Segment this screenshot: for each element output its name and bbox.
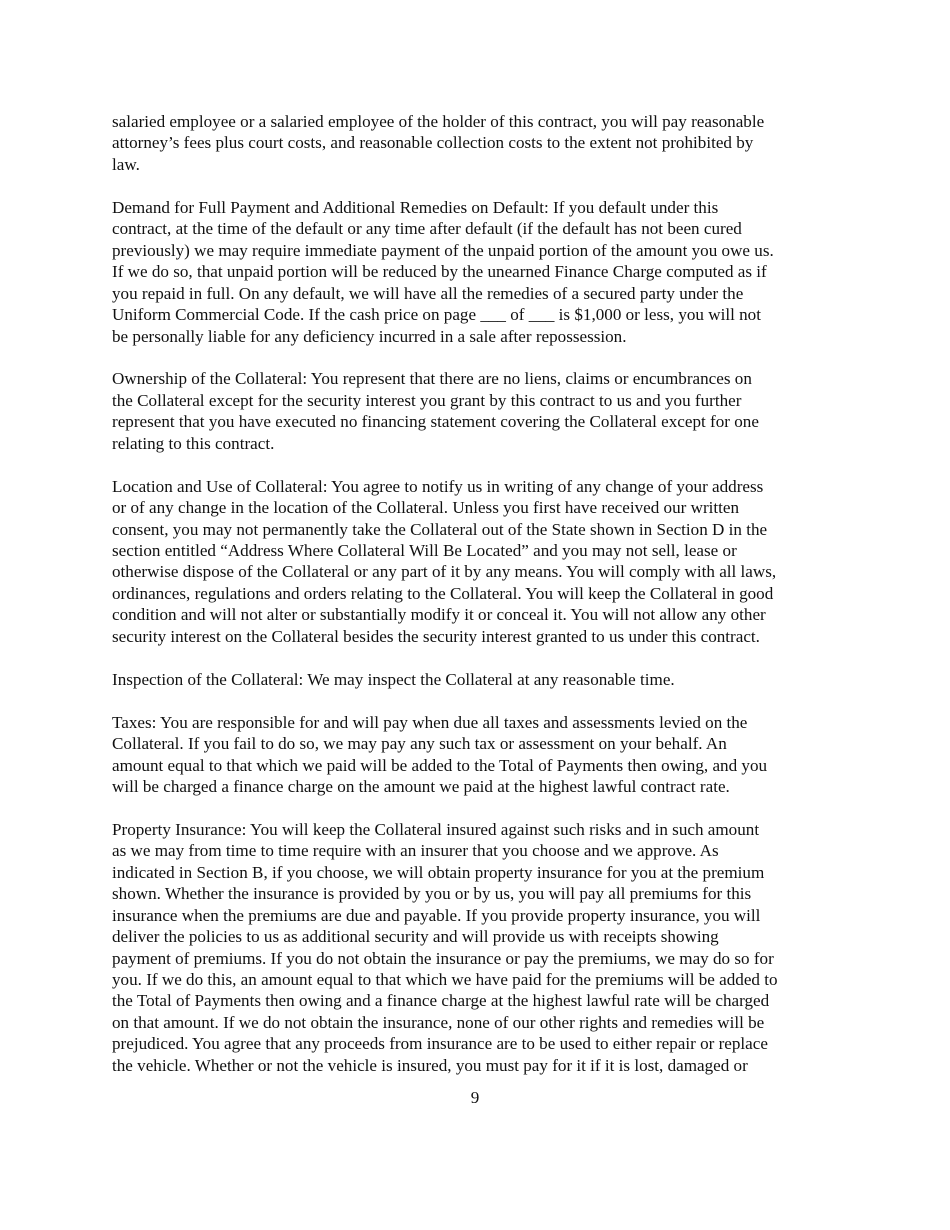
- paragraph-line: payment of premiums. If you do not obtain the insurance or pay the premiums, we may do so for: [112, 948, 774, 968]
- paragraph-line: section entitled “Address Where Collateral Will Be Located” and you may not sell, lease or: [112, 541, 737, 561]
- paragraph-property-insurance: [112, 819, 844, 1076]
- paragraph-line: contract, at the time of the default or any time after default (if the default has not been cured: [112, 219, 742, 239]
- paragraph-line: the Collateral except for the security interest you grant by this contract to us and you further: [112, 390, 742, 410]
- paragraph-attorney-fees-continuation: [112, 111, 844, 175]
- paragraph-line: on that amount. If we do not obtain the insurance, none of our other rights and remedies will be: [112, 1012, 765, 1032]
- paragraph-line: relating to this contract.: [112, 433, 275, 453]
- paragraph-line: attorney’s fees plus court costs, and reasonable collection costs to the extent not prohibited by: [112, 133, 754, 153]
- paragraph-demand-for-full-payment: [112, 197, 844, 347]
- paragraph-line: deliver the policies to us as additional security and will provide us with receipts showing: [112, 927, 719, 947]
- paragraph-line: you. If we do this, an amount equal to that which we have paid for the premiums will be added to: [112, 970, 778, 990]
- paragraph-line: Taxes: You are responsible for and will pay when due all taxes and assessments levied on the: [112, 712, 748, 732]
- paragraph-line: will be charged a finance charge on the amount we paid at the highest lawful contract rate.: [112, 776, 730, 796]
- paragraph-line: ordinances, regulations and orders relating to the Collateral. You will keep the Collateral in good: [112, 583, 774, 603]
- paragraph-line: Collateral. If you fail to do so, we may pay any such tax or assessment on your behalf. An: [112, 734, 727, 754]
- paragraph-ownership-of-collateral: [112, 368, 844, 454]
- paragraph-line: law.: [112, 154, 140, 174]
- paragraph-line: security interest on the Collateral besides the security interest granted to us under this contract.: [112, 626, 760, 646]
- page-number: 9: [470, 1088, 480, 1107]
- paragraph-inspection-of-collateral: [112, 669, 844, 690]
- paragraph-line: or of any change in the location of the Collateral. Unless you first have received our written: [112, 498, 740, 518]
- paragraph-line: Property Insurance: You will keep the Collateral insured against such risks and in such amount: [112, 819, 760, 839]
- paragraph-line: consent, you may not permanently take the Collateral out of the State shown in Section D in the: [112, 519, 768, 539]
- paragraph-line: you repaid in full. On any default, we will have all the remedies of a secured party under the: [112, 283, 744, 303]
- paragraph-line: Ownership of the Collateral: You represent that there are no liens, claims or encumbrances on: [112, 369, 752, 389]
- paragraph-line: Inspection of the Collateral: We may inspect the Collateral at any reasonable time.: [112, 669, 675, 689]
- paragraph-line: Uniform Commercial Code. If the cash price on page ___ of ___ is $1,000 or less, you will not: [112, 305, 761, 325]
- document-body: [112, 111, 844, 1098]
- paragraph-line: shown. Whether the insurance is provided by you or by us, you will pay all premiums for this: [112, 884, 752, 904]
- paragraph-line: Location and Use of Collateral: You agree to notify us in writing of any change of your address: [112, 476, 764, 496]
- paragraph-line: amount equal to that which we paid will be added to the Total of Payments then owing, and you: [112, 755, 768, 775]
- paragraph-line: If we do so, that unpaid portion will be reduced by the unearned Finance Charge computed as if: [112, 262, 767, 282]
- paragraph-line: represent that you have executed no financing statement covering the Collateral except for one: [112, 412, 759, 432]
- paragraph-line: the vehicle. Whether or not the vehicle is insured, you must pay for it if it is lost, damaged or: [112, 1055, 748, 1075]
- paragraph-line: condition and will not alter or substantially modify it or conceal it. You will not allow any other: [112, 605, 766, 625]
- paragraph-line: Demand for Full Payment and Additional Remedies on Default: If you default under this: [112, 197, 719, 217]
- paragraph-line: otherwise dispose of the Collateral or any part of it by any means. You will comply with all laws,: [112, 562, 777, 582]
- paragraph-line: insurance when the premiums are due and payable. If you provide property insurance, you will: [112, 905, 761, 925]
- paragraph-line: as we may from time to time require with an insurer that you choose and we approve. As: [112, 841, 719, 861]
- paragraph-location-and-use-of-collateral: [112, 476, 844, 648]
- paragraph-line: be personally liable for any deficiency incurred in a sale after repossession.: [112, 326, 627, 346]
- paragraph-line: prejudiced. You agree that any proceeds from insurance are to be used to either repair or replace: [112, 1034, 768, 1054]
- paragraph-line: indicated in Section B, if you choose, we will obtain property insurance for you at the premium: [112, 862, 765, 882]
- paragraph-line: the Total of Payments then owing and a finance charge at the highest lawful rate will be charged: [112, 991, 770, 1011]
- paragraph-line: salaried employee or a salaried employee of the holder of this contract, you will pay reasonable: [112, 112, 765, 131]
- paragraph-taxes: [112, 712, 844, 798]
- paragraph-line: previously) we may require immediate payment of the unpaid portion of the amount you owe us.: [112, 240, 774, 260]
